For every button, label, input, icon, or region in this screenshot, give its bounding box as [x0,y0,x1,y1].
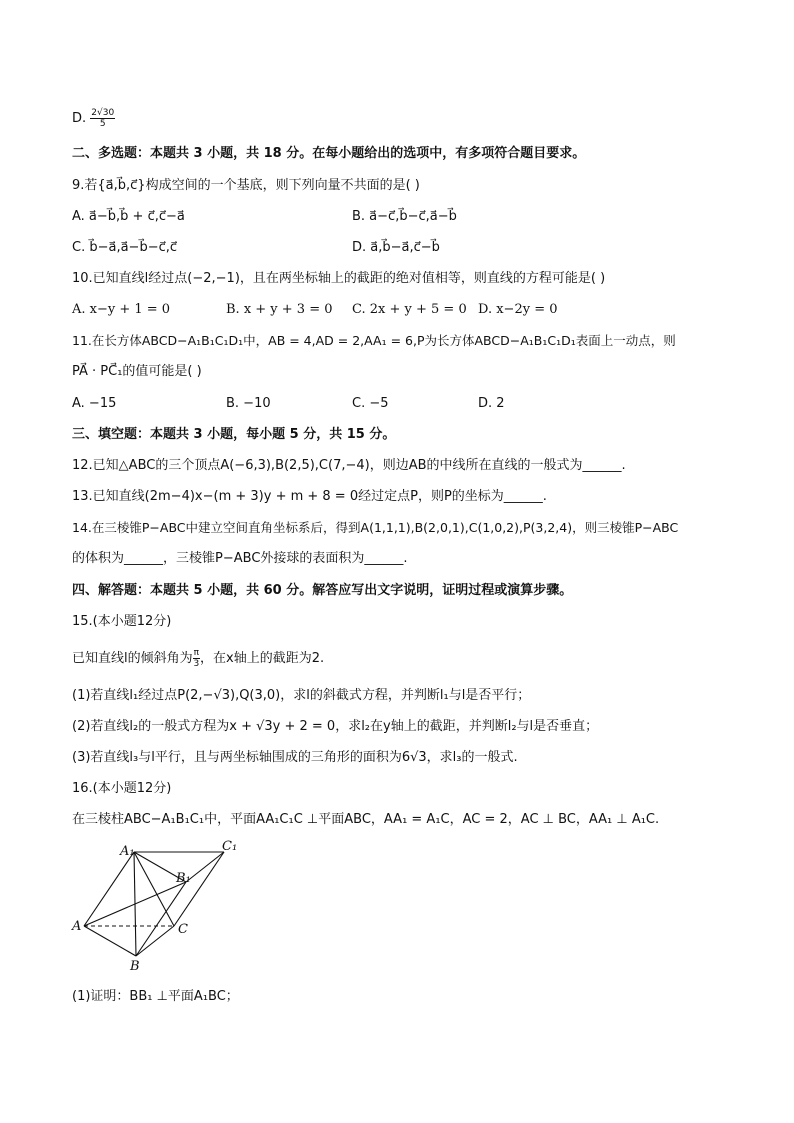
label-a1: A₁ [120,844,135,859]
q9-option-c: C. b⃗−a⃗,a⃗−b⃗−c⃗,c⃗ [72,240,178,255]
q10-option-c: C. 2x + y + 5 = 0 [352,302,467,317]
label-a: A [72,919,82,934]
label-c: C [178,922,188,937]
q16-stem: 在三棱柱ABC−A₁B₁C₁中，平面AA₁C₁C ⊥平面ABC，AA₁ = A₁C，AC = 2，AC ⊥ BC，AA₁ ⊥ A₁C. [72,812,660,827]
label-c1: C₁ [222,839,238,854]
q15-stem-text: 已知直线l的倾斜角为 [72,651,193,666]
fraction-denominator: 5 [99,119,106,129]
fraction-numerator: 2√30 [91,108,115,118]
q15-stem [72,648,324,669]
q15-heading: 15.(本小题12分) [72,614,172,629]
q12-stem: 12.已知△ABC的三个顶点A(−6,3),B(2,5),C(7,−4)，则边AB的中线所在直线的一般式为______. [72,458,626,473]
section-2-title: 二、多选题：本题共 3 小题，共 18 分。在每小题给出的选项中，有多项符合题目要求。 [72,146,586,161]
q15-part-1: (1)若直线l₁经过点P(2,−√3),Q(3,0)，求l的斜截式方程，并判断l₁与l是否平行； [72,688,531,703]
q10-option-a: A. x−y + 1 = 0 [72,302,171,317]
fraction [90,108,115,129]
q11-option-b: B. −10 [226,396,271,411]
q11-stem-line2: PA⃗ · PC⃗₁的值可能是( ) [72,364,202,379]
q15-part-2: (2)若直线l₂的一般式方程为x + √3y + 2 = 0，求l₂在y轴上的截距，并判断l₂与l是否垂直； [72,719,599,734]
label-b: B [130,959,140,973]
q11-option-c: C. −5 [352,396,389,411]
edge-b-c [136,926,174,956]
q11-stem-line1: 11.在长方体ABCD−A₁B₁C₁D₁中，AB = 4,AD = 2,AA₁ = 6,P为长方体ABCD−A₁B₁C₁D₁表面上一动点，则 [72,333,676,348]
q15-part-3: (3)若直线l₃与l平行，且与两坐标轴围成的三角形的面积为6√3，求l₃的一般式. [72,750,518,765]
section-3-title: 三、填空题：本题共 3 小题，每小题 5 分，共 15 分。 [72,427,396,442]
label-b1: B₁ [176,871,191,886]
q15-stem-text: ，在x轴上的截距为2. [200,651,325,666]
q14-stem-line2: 的体积为______，三棱锥P−ABC外接球的表面积为______. [72,551,408,566]
q10-option-d: D. x−2y = 0 [478,302,558,317]
q10-option-b: B. x + y + 3 = 0 [226,302,333,317]
q14-stem-line1: 14.在三棱锥P−ABC中建立空间直角坐标系后，得到A(1,1,1),B(2,0,1),C(1,0,2),P(3,2,4)，则三棱锥P−ABC [72,520,679,535]
edge-a-b [84,926,136,956]
q9-option-a: A. a⃗−b⃗,b⃗ + c⃗,c⃗−a⃗ [72,209,185,224]
q9-option-d: D. a⃗,b⃗−a⃗,c⃗−b⃗ [352,240,440,255]
section-4-title: 四、解答题：本题共 5 小题，共 60 分。解答应写出文字说明，证明过程或演算步骤。 [72,583,573,598]
q11-option-a: A. −15 [72,396,117,411]
q9-stem: 9.若{a⃗,b⃗,c⃗}构成空间的一个基底，则下列向量不共面的是( ) [72,178,420,193]
triangular-prism-figure [70,838,260,973]
fraction-numerator: π [193,648,200,658]
fraction-denominator: 3 [193,659,200,669]
q16-heading: 16.(本小题12分) [72,781,172,796]
fraction [193,648,200,669]
q13-stem: 13.已知直线(2m−4)x−(m + 3)y + m + 8 = 0经过定点P，则P的坐标为______. [72,489,547,504]
q11-option-d: D. 2 [478,396,505,411]
option-label: D. [72,111,87,126]
q16-part-1: (1)证明：BB₁ ⊥平面A₁BC； [72,989,239,1004]
q8-option-d [72,108,115,129]
q10-stem: 10.已知直线l经过点(−2,−1)，且在两坐标轴上的截距的绝对值相等，则直线的方程可能是( ) [72,271,606,286]
q9-option-b: B. a⃗−c⃗,b⃗−c⃗,a⃗−b⃗ [352,209,457,224]
edge-b1-c1 [186,852,224,882]
